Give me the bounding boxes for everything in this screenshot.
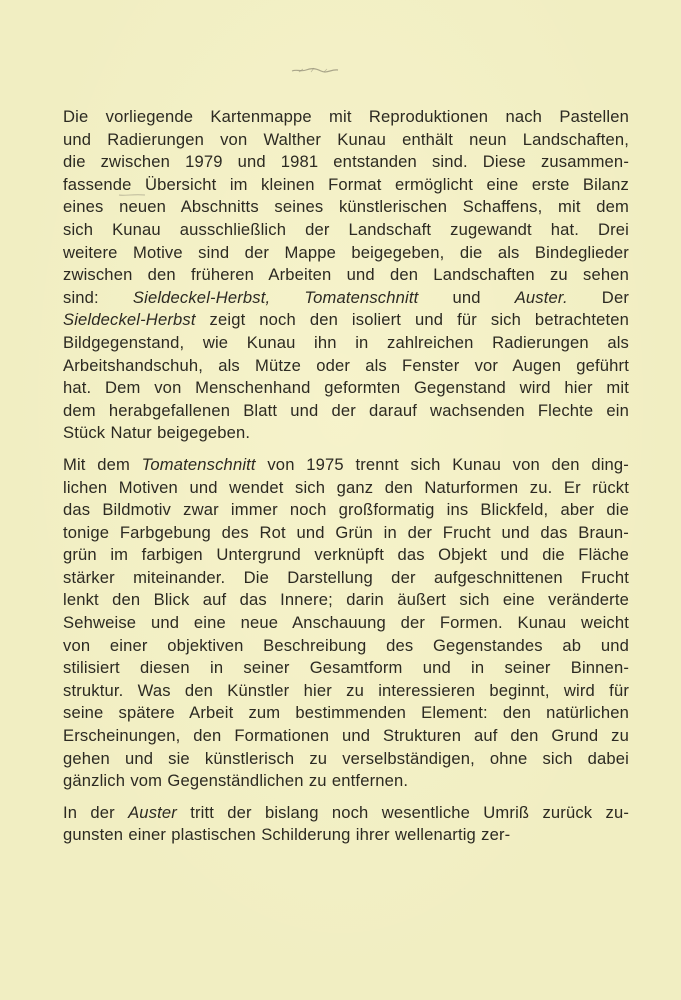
text-line xyxy=(63,635,629,658)
text-line xyxy=(63,309,629,332)
article-body xyxy=(63,106,629,847)
text-line xyxy=(63,680,629,703)
italic-title: Sieldeckel-Herbst xyxy=(63,310,196,330)
text-line xyxy=(63,355,629,378)
text-segment: fassende Übersicht im kleinen Format ermöglicht eine erste Bilanz xyxy=(63,174,629,194)
text-segment: Die vorliegende Kartenmappe mit Reproduktionen nach Pastellen xyxy=(63,107,629,126)
paragraph xyxy=(63,454,629,793)
text-segment: tonige Farbgebung des Rot und Grün in der Frucht und das Braun- xyxy=(63,522,629,542)
text-segment: von einer objektiven Beschreibung des Gegenstandes ab und xyxy=(63,635,629,655)
text-segment: Bildgegenstand, wie Kunau ihn in zahlreichen Radierungen als xyxy=(63,332,629,352)
italic-title: Auster xyxy=(128,802,177,822)
paragraph xyxy=(63,106,629,445)
text-segment xyxy=(270,288,304,307)
text-segment: sind: xyxy=(63,287,133,307)
text-line xyxy=(63,151,629,174)
text-line xyxy=(63,377,629,400)
text-line xyxy=(63,657,629,680)
text-segment: sich Kunau ausschließlich der Landschaft zugewandt hat. Drei xyxy=(63,219,629,239)
text-segment: Stück Natur beigegeben. xyxy=(63,423,251,443)
text-line xyxy=(63,287,629,310)
italic-title: Sieldeckel-Herbst, xyxy=(132,287,271,307)
text-line xyxy=(63,544,629,567)
text-segment: In der xyxy=(63,802,129,822)
text-line xyxy=(63,106,629,129)
text-line xyxy=(63,129,629,152)
text-segment: und Radierungen von Walther Kunau enthält neun Landschaften, xyxy=(63,129,629,149)
italic-title: Tomatenschnitt xyxy=(141,454,256,474)
text-line xyxy=(63,748,629,771)
text-segment: weitere Motive sind der Mappe beigegeben, die als Bindeglieder xyxy=(63,242,629,262)
text-line xyxy=(63,400,629,423)
text-segment: gunsten einer plastischen Schilderung ihrer wellenartig zer- xyxy=(63,825,511,845)
text-segment: grün im farbigen Untergrund verknüpft das Objekt und die Fläche xyxy=(63,545,629,565)
text-line xyxy=(63,612,629,635)
text-segment: Sehweise und eine neue Anschauung der Formen. Kunau weicht xyxy=(63,613,629,633)
page-mark-icon xyxy=(291,66,339,74)
text-line xyxy=(63,725,629,748)
text-segment: stilisiert diesen in seiner Gesamtform und in seiner Binnen- xyxy=(63,658,629,678)
text-line xyxy=(63,702,629,725)
text-segment: zeigt noch den isoliert und für sich betrachteten xyxy=(195,310,629,330)
text-segment: Arbeitshandschuh, als Mütze oder als Fenster vor Augen geführt xyxy=(63,355,629,375)
text-segment: das Bildmotiv zwar immer noch großformatig ins Blickfeld, aber die xyxy=(63,500,629,520)
text-line xyxy=(63,196,629,219)
text-segment: Erscheinungen, den Formationen und Strukturen auf den Grund zu xyxy=(63,726,629,746)
text-segment: gehen und sie künstlerisch zu verselbständigen, ohne sich dabei xyxy=(63,748,629,768)
text-segment: zwischen den früheren Arbeiten und den Landschaften zu sehen xyxy=(63,265,629,285)
text-segment: stärker miteinander. Die Darstellung der aufgeschnittenen Frucht xyxy=(63,567,629,587)
text-line xyxy=(63,824,629,847)
text-line xyxy=(63,454,629,477)
text-line xyxy=(63,589,629,612)
text-segment: seine spätere Arbeit zum bestimmenden Element: den natürlichen xyxy=(63,703,629,723)
paragraph xyxy=(63,802,629,847)
text-segment: Der xyxy=(567,287,629,307)
italic-title: Tomatenschnitt xyxy=(304,287,419,307)
text-line xyxy=(63,522,629,545)
italic-title: Auster. xyxy=(514,287,568,307)
text-line xyxy=(63,242,629,265)
text-line xyxy=(63,332,629,355)
text-segment: struktur. Was den Künstler hier zu interessieren beginnt, wird für xyxy=(63,680,629,700)
text-line xyxy=(63,477,629,500)
text-segment: Mit dem xyxy=(63,454,142,474)
text-segment: gänzlich vom Gegenständlichen zu entfernen. xyxy=(63,771,409,791)
text-line xyxy=(63,422,629,445)
text-segment: lichen Motiven und wendet sich ganz den Naturformen zu. Er rückt xyxy=(63,477,629,497)
text-line xyxy=(63,174,629,197)
text-line xyxy=(63,802,629,825)
text-line xyxy=(63,499,629,522)
text-line xyxy=(63,770,629,793)
text-segment: die zwischen 1979 und 1981 entstanden sind. Diese zusammen- xyxy=(63,152,629,172)
text-line xyxy=(63,219,629,242)
text-segment: dem herabgefallenen Blatt und der darauf wachsenden Flechte ein xyxy=(63,400,629,420)
text-segment: von 1975 trennt sich Kunau von den ding- xyxy=(255,454,629,474)
text-line xyxy=(63,567,629,590)
text-segment: hat. Dem von Menschenhand geformten Gegenstand wird hier mit xyxy=(63,378,629,398)
text-segment: und xyxy=(418,287,515,307)
text-segment: eines neuen Abschnitts seines künstlerischen Schaffens, mit dem xyxy=(63,197,629,217)
text-segment: lenkt den Blick auf das Innere; darin äußert sich eine veränderte xyxy=(63,590,629,610)
text-segment: tritt der bislang noch wesentliche Umriß zurück zu- xyxy=(176,802,630,822)
text-line xyxy=(63,264,629,287)
